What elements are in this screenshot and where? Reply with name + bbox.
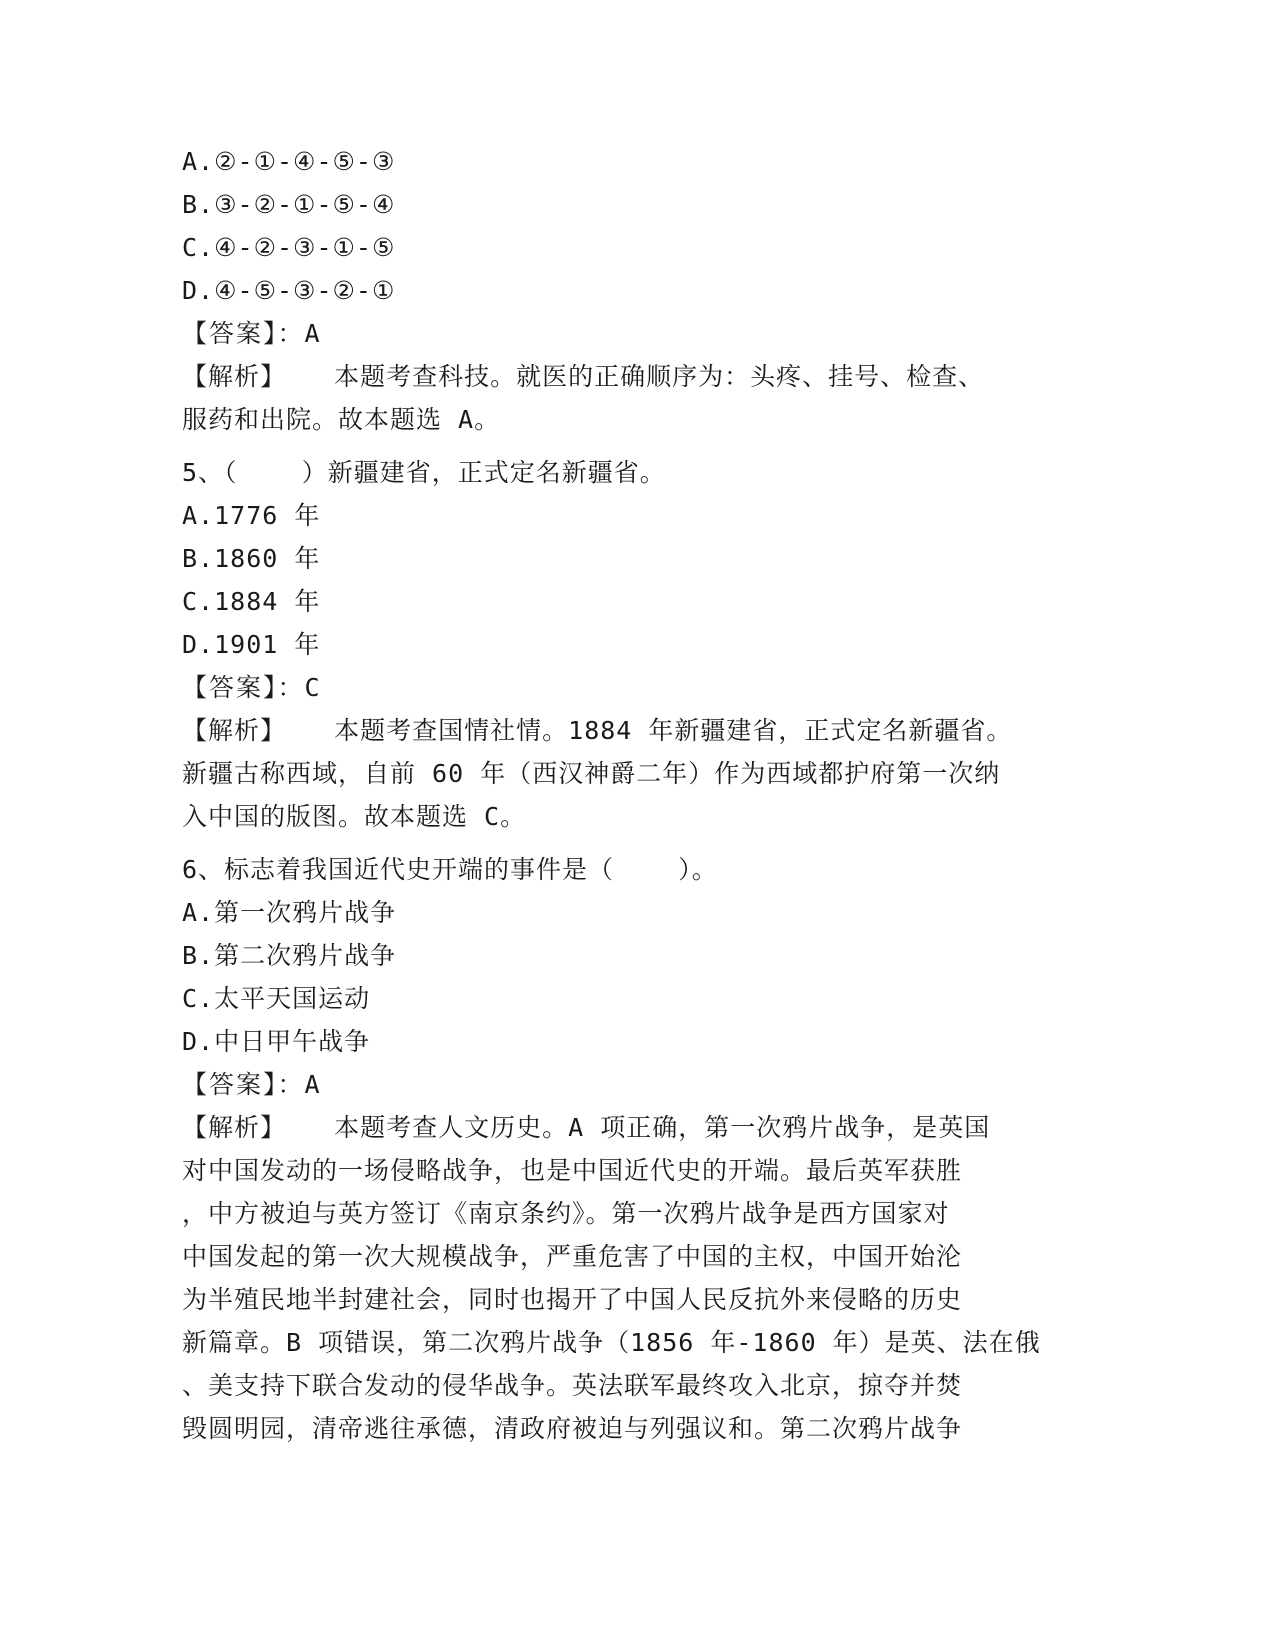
analysis-line: 新疆古称西域，自前 60 年（西汉神爵二年）作为西域都护府第一次纳	[182, 759, 1001, 788]
option-d: D.④-⑤-③-②-①	[182, 276, 396, 305]
analysis-line: ，中方被迫与英方签订《南京条约》。第一次鸦片战争是西方国家对	[182, 1199, 950, 1228]
analysis-line: 中国发起的第一次大规模战争，严重危害了中国的主权，中国开始沦	[182, 1242, 963, 1271]
document-page	[182, 140, 1062, 1450]
analysis-line: 新篇章。B 项错误，第二次鸦片战争（1856 年-1860 年）是英、法在俄	[182, 1328, 1041, 1357]
analysis-line: 【解析】 本题考查科技。就医的正确顺序为：头疼、挂号、检查、	[182, 362, 985, 391]
question-5-options	[182, 494, 1062, 666]
option-b: B.第二次鸦片战争	[182, 941, 397, 970]
option-a: A.1776 年	[182, 501, 321, 530]
analysis-block	[182, 709, 1062, 838]
answer-line: 【答案】：A	[182, 1070, 322, 1099]
answer-line: 【答案】：C	[182, 673, 322, 702]
analysis-line: 对中国发动的一场侵略战争，也是中国近代史的开端。最后英军获胜	[182, 1156, 963, 1185]
analysis-line: 服药和出院。故本题选 A。	[182, 405, 501, 434]
analysis-line: 毁圆明园，清帝逃往承德，清政府被迫与列强议和。第二次鸦片战争	[182, 1414, 963, 1443]
analysis-line: 、美支持下联合发动的侵华战争。英法联军最终攻入北京，掠夺并焚	[182, 1371, 963, 1400]
question-6-options	[182, 891, 1062, 1063]
option-d: D.中日甲午战争	[182, 1027, 371, 1056]
analysis-block	[182, 355, 1062, 441]
question-5-stem: 5、（ ）新疆建省，正式定名新疆省。	[182, 458, 666, 487]
question-4-options	[182, 140, 1062, 312]
analysis-line: 入中国的版图。故本题选 C。	[182, 802, 527, 831]
option-c: C.1884 年	[182, 587, 321, 616]
option-a: A.②-①-④-⑤-③	[182, 147, 396, 176]
option-a: A.第一次鸦片战争	[182, 898, 397, 927]
analysis-line: 为半殖民地半封建社会，同时也揭开了中国人民反抗外来侵略的历史	[182, 1285, 963, 1314]
analysis-line: 【解析】 本题考查国情社情。1884 年新疆建省，正式定名新疆省。	[182, 716, 1013, 745]
option-d: D.1901 年	[182, 630, 321, 659]
option-b: B.③-②-①-⑤-④	[182, 190, 396, 219]
analysis-line: 【解析】 本题考查人文历史。A 项正确，第一次鸦片战争，是英国	[182, 1113, 991, 1142]
option-b: B.1860 年	[182, 544, 321, 573]
option-c: C.太平天国运动	[182, 984, 371, 1013]
question-6-stem: 6、标志着我国近代史开端的事件是（ ）。	[182, 855, 718, 884]
analysis-block	[182, 1106, 1062, 1450]
answer-line: 【答案】：A	[182, 319, 322, 348]
option-c: C.④-②-③-①-⑤	[182, 233, 396, 262]
